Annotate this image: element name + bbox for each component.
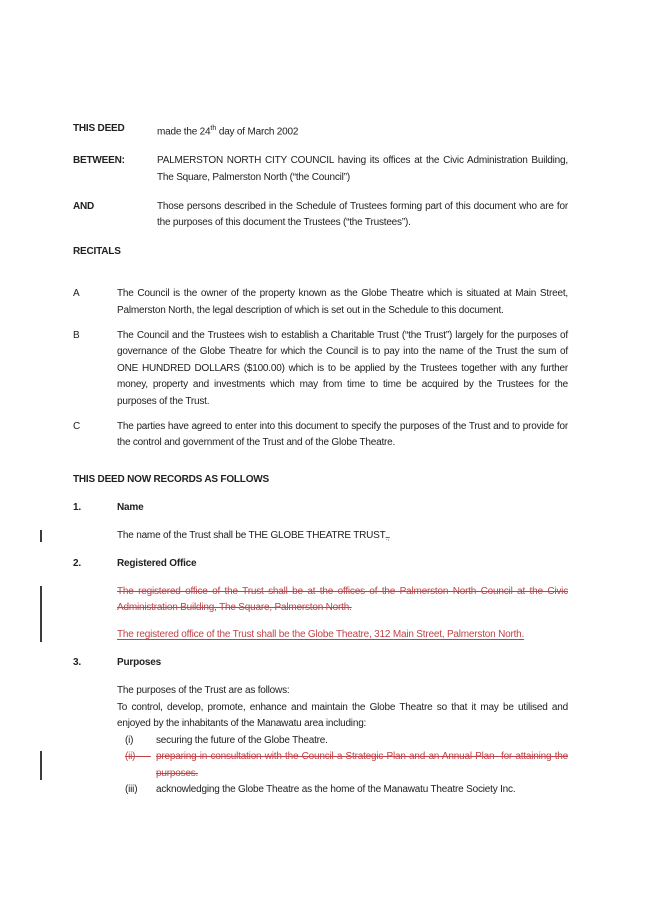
recital-a-label: A bbox=[73, 288, 80, 300]
purposes-lead-1: The purposes of the Trust are as follows: bbox=[117, 685, 290, 697]
document-content bbox=[73, 121, 568, 810]
purpose-item-iii-text: acknowledging the Globe Theatre as the home of the Manawatu Theatre Society Inc. bbox=[156, 784, 516, 796]
and-text: Those persons described in the Schedule of Trustees forming part of this document who are for the purposes of this document the Trustees (“the Trustees”). bbox=[157, 200, 568, 229]
section-3-number: 3. bbox=[73, 657, 81, 669]
name-clause bbox=[117, 528, 568, 545]
section-3-body-row bbox=[73, 683, 568, 799]
purposes-lead-2: To control, develop, promote, enhance and maintain the Globe Theatre so that it may be utilised and enjoyed by the inhabitants of the Manawatu area including: bbox=[117, 701, 568, 730]
deleted-mark: ., bbox=[385, 532, 390, 542]
purpose-item-i-marker: (i) bbox=[125, 734, 134, 746]
purposes-body bbox=[117, 683, 568, 799]
section-3-title: Purposes bbox=[117, 657, 161, 669]
ordinal-superscript: th bbox=[210, 125, 217, 132]
section-1-body-gutter bbox=[73, 528, 117, 545]
between-text: PALMERSTON NORTH CITY COUNCIL having its offices at the Civic Administration Building, The Square, Palmerston North (“the Council”) bbox=[157, 155, 568, 183]
recital-a-row bbox=[73, 286, 568, 319]
deed-date-prefix: made the 24 bbox=[157, 126, 211, 138]
purpose-item-i bbox=[117, 733, 568, 750]
section-3-title-row bbox=[73, 655, 568, 672]
recital-b-text: The Council and the Trustees wish to establish a Charitable Trust (“the Trust”) largely for the purposes of governance of the Globe Theatre for which the Council is to pay into the name of the Trust the sum of ONE HUNDRED DOLLARS ($100.00) which is to be applied by the Trustees together with any further money, property and investments which may from time to time be acquired by the Trustees for the purposes of the Trust. bbox=[117, 329, 568, 407]
deleted-paragraph: The registered office of the Trust shall be at the offices of the Palmerston North Council at the Civic Administration Building, The Square, Palmerston North. bbox=[117, 585, 568, 614]
deed-date-row bbox=[73, 121, 568, 141]
section-3-body-gutter bbox=[73, 683, 117, 799]
deed-date-label: THIS DEED bbox=[73, 123, 125, 134]
between-label: BETWEEN: bbox=[73, 155, 125, 167]
purpose-item-iii-marker: (iii) bbox=[125, 784, 138, 796]
recital-c-label: C bbox=[73, 420, 81, 432]
inserted-paragraph: The registered office of the Trust shall be the Globe Theatre, 312 Main Street, Palmerston North. bbox=[117, 629, 525, 641]
name-clause-text: The name of the Trust shall be THE GLOBE THEATRE TRUST bbox=[117, 529, 386, 541]
section-2-body-gutter bbox=[73, 584, 117, 644]
recital-a-text: The Council is the owner of the property known as the Globe Theatre which is situated at Main Street, Palmerston North, the legal description of which is set out in the Schedule to this document. bbox=[117, 288, 568, 316]
section-2-body-row bbox=[73, 584, 568, 644]
section-1-body-row bbox=[73, 528, 568, 545]
purpose-item-i-text: securing the future of the Globe Theatre. bbox=[156, 734, 328, 746]
change-bar bbox=[40, 530, 42, 543]
change-bar bbox=[40, 751, 42, 780]
section-2-title: Registered Office bbox=[117, 557, 197, 569]
purpose-item-ii-deleted bbox=[117, 749, 568, 782]
change-bar bbox=[40, 586, 42, 642]
purpose-item-iii bbox=[117, 782, 568, 799]
section-1-title-row bbox=[73, 500, 568, 517]
and-row bbox=[73, 199, 568, 232]
purpose-item-ii-marker: (ii) bbox=[125, 751, 136, 763]
recital-b-row bbox=[73, 328, 568, 411]
recital-b-label: B bbox=[73, 329, 80, 341]
section-1-number: 1. bbox=[73, 501, 81, 513]
registered-office-changes bbox=[117, 584, 568, 644]
recitals-heading: RECITALS bbox=[73, 246, 121, 258]
recital-c-text: The parties have agreed to enter into this document to specify the purposes of the Trust and to provide for the control and government of the Trust and of the Globe Theatre. bbox=[117, 420, 568, 449]
section-2-title-row bbox=[73, 556, 568, 573]
deed-date-suffix: day of March 2002 bbox=[216, 126, 299, 138]
section-2-number: 2. bbox=[73, 557, 81, 569]
operative-heading: THIS DEED NOW RECORDS AS FOLLOWS bbox=[73, 473, 270, 485]
and-label: AND bbox=[73, 200, 95, 212]
deed-date-text bbox=[157, 121, 568, 141]
purpose-item-ii-text: preparing in consultation with the Council a Strategic Plan and an Annual Plan for attaining the purposes. bbox=[156, 751, 568, 779]
section-1-title: Name bbox=[117, 501, 144, 513]
between-row bbox=[73, 153, 568, 186]
recital-c-row bbox=[73, 419, 568, 452]
